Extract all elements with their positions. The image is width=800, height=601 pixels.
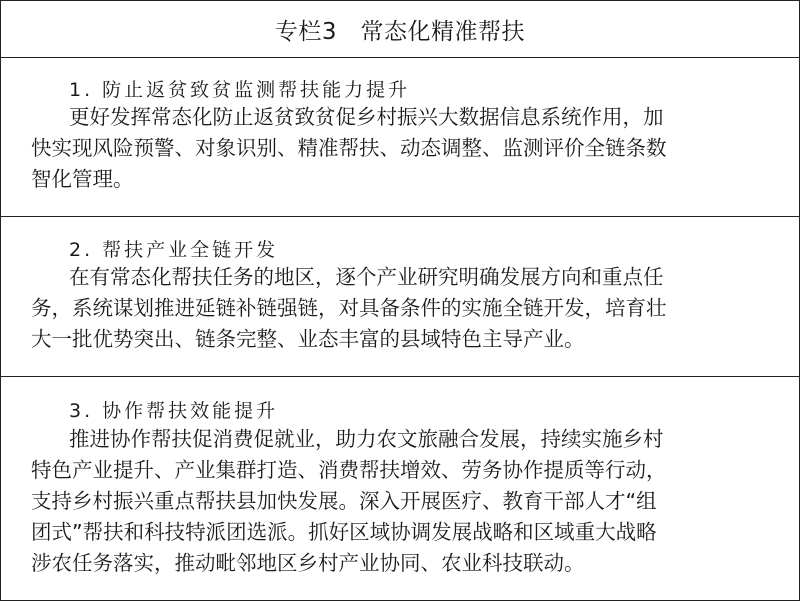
section-heading: 3. 协作帮扶效能提升 <box>69 400 279 422</box>
body-line: 务，系统谋划推进延链补链强链，对具备条件的实施全链开发，培育壮 <box>31 296 667 320</box>
body-line: 更好发挥常态化防止返贫致贫促乡村振兴大数据信息系统作用，加 <box>69 105 664 129</box>
section-heading: 1. 防止返贫致贫监测帮扶能力提升 <box>69 79 411 101</box>
body-line: 支持乡村振兴重点帮扶县加快发展。深入开展医疗、教育干部人才“组 <box>31 489 657 513</box>
body-line: 涉农任务落实，推动毗邻地区乡村产业协同、农业科技联动。 <box>31 551 585 575</box>
body-line: 特色产业提升、产业集群打造、消费帮扶增效、劳务协作提质等行动， <box>31 458 667 482</box>
section-body <box>31 262 787 355</box>
body-line: 团式”帮扶和科技特派团选派。抓好区域协调发展战略和区域重大战略 <box>31 520 657 544</box>
section-industry-chain <box>1 218 799 377</box>
body-line: 智化管理。 <box>31 167 134 191</box>
section-body <box>31 424 787 579</box>
body-line: 快实现风险预警、对象识别、精准帮扶、动态调整、监测评价全链条数 <box>31 136 667 160</box>
section-cooperation <box>1 378 799 600</box>
section-body <box>31 102 787 195</box>
body-line: 推进协作帮扶促消费促就业，助力农文旅融合发展，持续实施乡村 <box>69 427 664 451</box>
section-monitoring <box>1 58 799 217</box>
section-heading: 2. 帮扶产业全链开发 <box>69 239 279 261</box>
box-title: 专栏3 常态化精准帮扶 <box>1 1 799 58</box>
body-line: 大一批优势突出、链条完整、业态丰富的县域特色主导产业。 <box>31 327 585 351</box>
body-line: 在有常态化帮扶任务的地区，逐个产业研究明确发展方向和重点任 <box>69 265 664 289</box>
